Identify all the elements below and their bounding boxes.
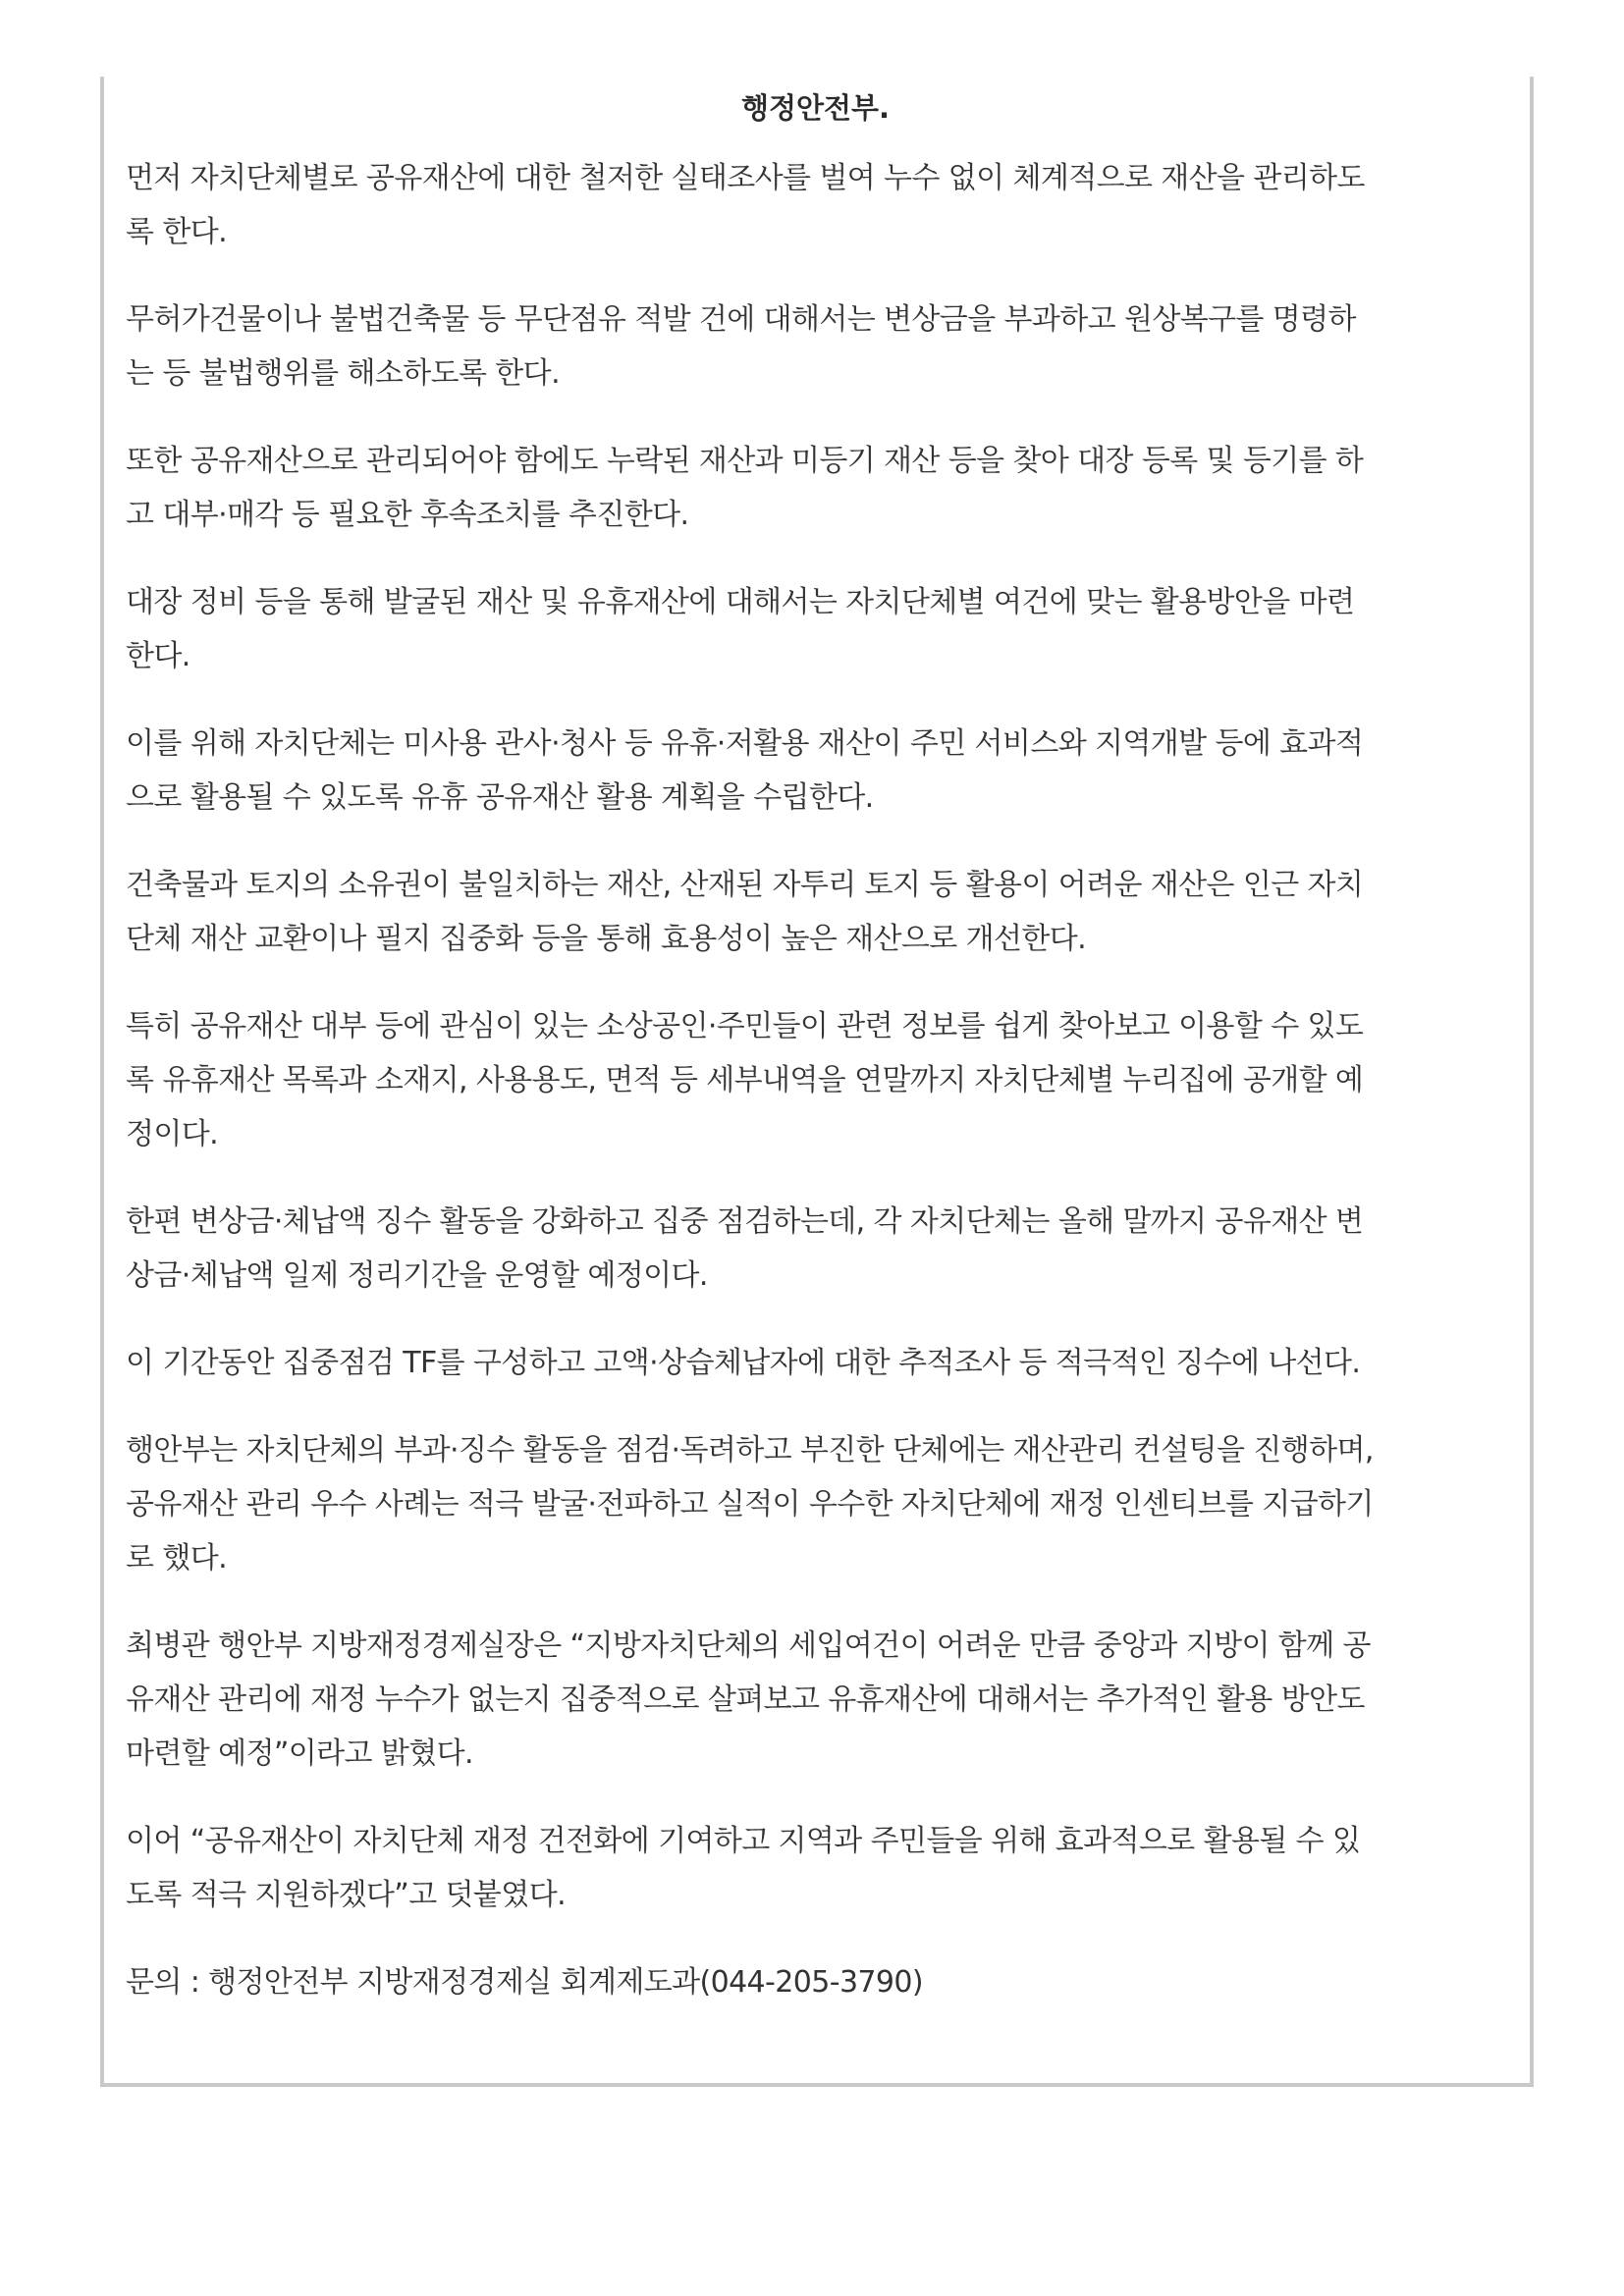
- contact-info: 문의 : 행정안전부 지방재정경제실 회계제도과(044-205-3790): [126, 1965, 923, 2000]
- paragraph-8: [126, 1195, 1505, 1303]
- paragraph-line: 공유재산 관리 우수 사례는 적극 발굴·전파하고 실적이 우수한 자치단체에 재정 인센티브를 지급하기: [126, 1487, 1374, 1522]
- paragraph-9: [126, 1336, 1505, 1390]
- paragraph-3: [126, 434, 1505, 542]
- paragraph-12: [126, 1814, 1505, 1922]
- document-body: [126, 84, 1505, 2009]
- paragraph-10: [126, 1423, 1505, 1585]
- paragraph-2: [126, 293, 1505, 400]
- paragraph-1: [126, 151, 1505, 259]
- paragraph-line: 또한 공유재산으로 관리되어야 함에도 누락된 재산과 미등기 재산 등을 찾아 대장 등록 및 등기를 하: [126, 444, 1364, 478]
- paragraph-11: [126, 1619, 1505, 1781]
- paragraph-line: 상금·체납액 일제 정리기간을 운영할 예정이다.: [126, 1258, 708, 1293]
- paragraph-line: 유재산 관리에 재정 누수가 없는지 집중적으로 살펴보고 유휴재산에 대해서는 추가적인 활용 방안도: [126, 1682, 1365, 1717]
- paragraph-line: 로 했다.: [126, 1541, 228, 1575]
- paragraph-line: 이어 “공유재산이 자치단체 재정 건전화에 기여하고 지역과 주민들을 위해 효과적으로 활용될 수 있: [126, 1824, 1361, 1858]
- paragraph-line: 으로 활용될 수 있도록 유휴 공유재산 활용 계획을 수립한다.: [126, 780, 874, 815]
- paragraph-6: [126, 858, 1505, 966]
- paragraph-7: [126, 999, 1505, 1161]
- paragraph-line: 단체 재산 교환이나 필지 집중화 등을 통해 효용성이 높은 재산으로 개선한다.: [126, 922, 1087, 956]
- paragraph-line: 한다.: [126, 639, 190, 673]
- paragraph-line: 록 한다.: [126, 215, 228, 249]
- paragraph-5: [126, 717, 1505, 825]
- paragraph-line: 무허가건물이나 불법건축물 등 무단점유 적발 건에 대해서는 변상금을 부과하고 원상복구를 명령하: [126, 302, 1356, 337]
- paragraph-line: 도록 적극 지원하겠다”고 덧붙였다.: [126, 1878, 567, 1912]
- paragraph-4: [126, 575, 1505, 683]
- paragraph-line: 는 등 불법행위를 해소하도록 한다.: [126, 356, 561, 391]
- paragraph-line: 정이다.: [126, 1117, 219, 1151]
- paragraph-line: 먼저 자치단체별로 공유재산에 대한 철저한 실태조사를 벌여 누수 없이 체계적으로 재산을 관리하도: [126, 161, 1365, 195]
- paragraph-line: 한편 변상금·체납액 징수 활동을 강화하고 집중 점검하는데, 각 자치단체는 올해 말까지 공유재산 변: [126, 1204, 1364, 1239]
- paragraph-line: 고 대부·매각 등 필요한 후속조치를 추진한다.: [126, 498, 689, 532]
- paragraph-line: 마련할 예정”이라고 밝혔다.: [126, 1736, 473, 1771]
- paragraph-line: 특히 공유재산 대부 등에 관심이 있는 소상공인·주민들이 관련 정보를 쉽게 찾아보고 이용할 수 있도: [126, 1009, 1364, 1043]
- paragraph-line: 건축물과 토지의 소유권이 불일치하는 재산, 산재된 자투리 토지 등 활용이 어려운 재산은 인근 자치: [126, 868, 1364, 902]
- document-title: 행정안전부.: [740, 91, 891, 125]
- paragraph-line: 이를 위해 자치단체는 미사용 관사·청사 등 유휴·저활용 재산이 주민 서비스와 지역개발 등에 효과적: [126, 726, 1364, 761]
- paragraph-line: 행안부는 자치단체의 부과·징수 활동을 점검·독려하고 부진한 단체에는 재산관리 컨설팅을 진행하며,: [126, 1433, 1374, 1468]
- paragraph-line: 이 기간동안 집중점검 TF를 구성하고 고액·상습체납자에 대한 추적조사 등 적극적인 징수에 나선다.: [126, 1346, 1361, 1380]
- paragraph-line: 최병관 행안부 지방재정경제실장은 “지방자치단체의 세입여건이 어려운 만큼 중앙과 지방이 함께 공: [126, 1629, 1371, 1663]
- paragraph-line: 록 유휴재산 목록과 소재지, 사용용도, 면적 등 세부내역을 연말까지 자치단체별 누리집에 공개할 예: [126, 1063, 1364, 1097]
- paragraph-line: 대장 정비 등을 통해 발굴된 재산 및 유휴재산에 대해서는 자치단체별 여건에 맞는 활용방안을 마련: [126, 585, 1355, 619]
